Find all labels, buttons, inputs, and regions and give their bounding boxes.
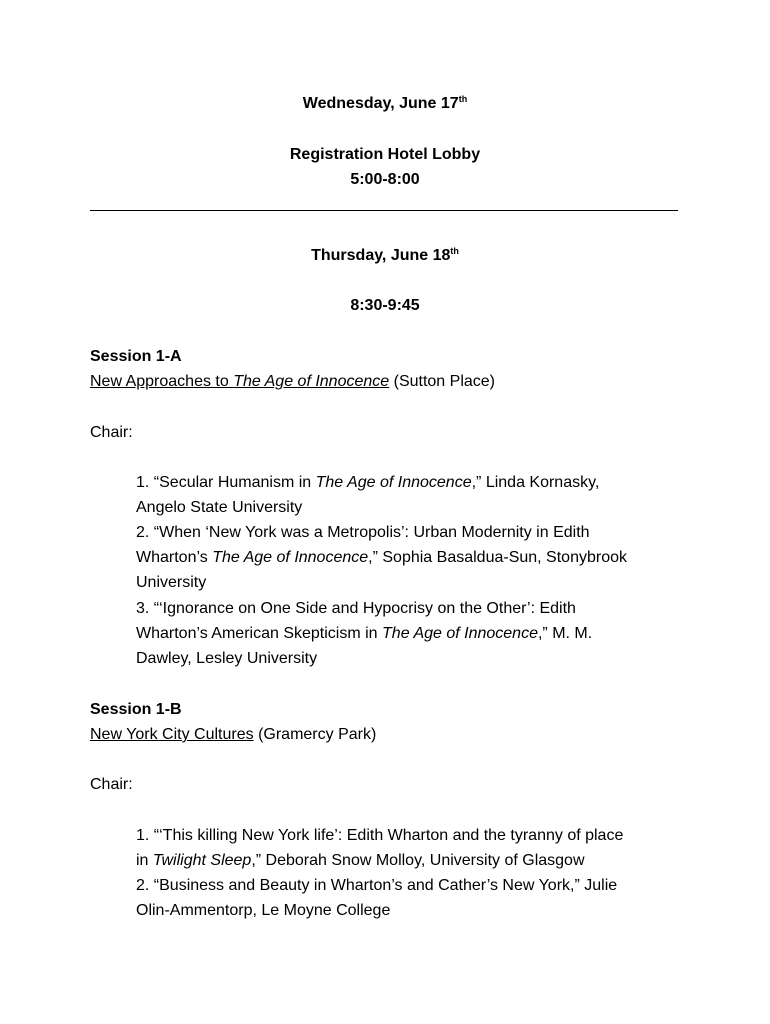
- session-1a-chair: Chair:: [90, 424, 133, 441]
- paper-text: ,” Sophia Basaldua-Sun, Stonybrook: [368, 549, 627, 566]
- paper-italic: The Age of Innocence: [315, 474, 472, 491]
- session-1a-label: Session 1-A: [90, 348, 182, 365]
- paper-1a-1-line1: [136, 474, 599, 492]
- registration-time: 5:00-8:00: [350, 171, 420, 188]
- paper-italic: The Age of Innocence: [212, 549, 369, 566]
- day2-heading-text: Thursday, June 18: [311, 247, 451, 264]
- day1-heading-suffix: th: [458, 94, 468, 104]
- paper-text: Wharton’s American Skepticism in: [136, 625, 383, 642]
- paper-1a-2-line1: 2. “When ‘New York was a Metropolis’: Urban Modernity in Edith: [136, 524, 590, 541]
- paper-italic: Twilight Sleep: [152, 852, 252, 869]
- session-1a-title-pre: New Approaches to: [90, 373, 234, 390]
- paper-text: in: [136, 852, 153, 869]
- paper-1a-2-line2: [136, 549, 627, 567]
- paper-1b-2-line1: 2. “Business and Beauty in Wharton’s and Cather’s New York,” Julie: [136, 877, 618, 894]
- session-1b-chair: Chair:: [90, 776, 133, 793]
- paper-1b-2-line2: Olin-Ammentorp, Le Moyne College: [136, 902, 391, 919]
- day2-heading-suffix: th: [450, 246, 459, 256]
- divider: [90, 210, 678, 211]
- day1-heading: [0, 95, 770, 113]
- paper-text: ,” Linda Kornasky,: [471, 474, 600, 491]
- paper-1a-3-line2: [136, 625, 592, 643]
- day1-heading-text: Wednesday, June 17: [302, 95, 459, 112]
- session-1a-room: (Sutton Place): [389, 373, 495, 390]
- paper-text: Wharton’s: [136, 549, 213, 566]
- paper-text: 1. “Secular Humanism in: [136, 474, 316, 491]
- paper-text: ,” Deborah Snow Molloy, University of Glasgow: [251, 852, 585, 869]
- paper-1b-1-line2: [136, 852, 585, 870]
- session-1b-room: (Gramercy Park): [253, 726, 377, 743]
- paper-text: ,” M. M.: [537, 625, 593, 642]
- paper-1a-3-line1: 3. “‘Ignorance on One Side and Hypocrisy on the Other’: Edith: [136, 600, 576, 617]
- session-time: 8:30-9:45: [350, 297, 420, 314]
- registration-label: Registration Hotel Lobby: [289, 146, 481, 163]
- paper-1a-2-line3: University: [136, 574, 207, 591]
- paper-1b-1-line1: 1. “‘This killing New York life’: Edith Wharton and the tyranny of place: [136, 827, 624, 844]
- session-1a-title-link: [90, 373, 389, 390]
- paper-1a-3-line3: Dawley, Lesley University: [136, 650, 318, 667]
- session-1b-title-link: New York City Cultures: [90, 726, 254, 743]
- session-1a-title: [90, 373, 495, 391]
- session-1a-title-italic: The Age of Innocence: [233, 373, 390, 390]
- paper-1a-1-line2: Angelo State University: [136, 499, 303, 516]
- paper-italic: The Age of Innocence: [382, 625, 538, 642]
- session-1b-title: [90, 726, 376, 744]
- day2-heading: [0, 247, 770, 265]
- session-1b-label: Session 1-B: [90, 701, 182, 718]
